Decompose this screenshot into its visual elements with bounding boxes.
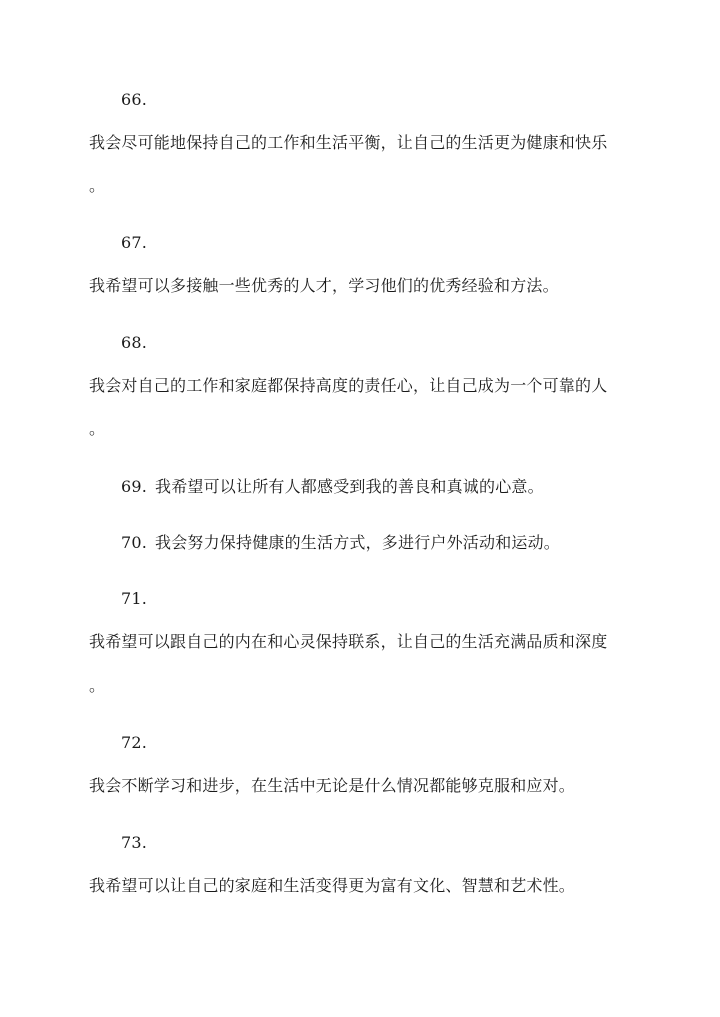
item-number: 69. bbox=[121, 477, 148, 496]
item-text: 我会对自己的工作和家庭都保持高度的责任心，让自己成为一个可靠的人 bbox=[89, 376, 608, 395]
item-number: 68. bbox=[121, 333, 148, 352]
item-number: 70. bbox=[121, 533, 148, 552]
item-number: 73. bbox=[121, 833, 148, 852]
item-text: 我会不断学习和进步，在生活中无论是什么情况都能够克服和应对。 bbox=[89, 776, 576, 795]
item-text: 我会努力保持健康的生活方式，多进行户外活动和运动。 bbox=[155, 533, 561, 552]
item-number: 72. bbox=[121, 733, 148, 752]
item-number: 66. bbox=[121, 90, 148, 109]
item-text: 我希望可以多接触一些优秀的人才，学习他们的优秀经验和方法。 bbox=[89, 276, 559, 295]
item-text: 我会尽可能地保持自己的工作和生活平衡，让自己的生活更为健康和快乐 bbox=[89, 133, 608, 152]
item-number: 71. bbox=[121, 589, 148, 608]
item-text-continuation: 。 bbox=[89, 676, 106, 695]
item-number: 67. bbox=[121, 233, 148, 252]
item-text: 我希望可以让自己的家庭和生活变得更为富有文化、智慧和艺术性。 bbox=[89, 876, 576, 895]
item-text: 我希望可以让所有人都感受到我的善良和真诚的心意。 bbox=[155, 477, 544, 496]
item-text-continuation: 。 bbox=[89, 419, 106, 438]
item-text: 我希望可以跟自己的内在和心灵保持联系，让自己的生活充满品质和深度 bbox=[89, 632, 608, 651]
item-text-continuation: 。 bbox=[89, 176, 106, 195]
